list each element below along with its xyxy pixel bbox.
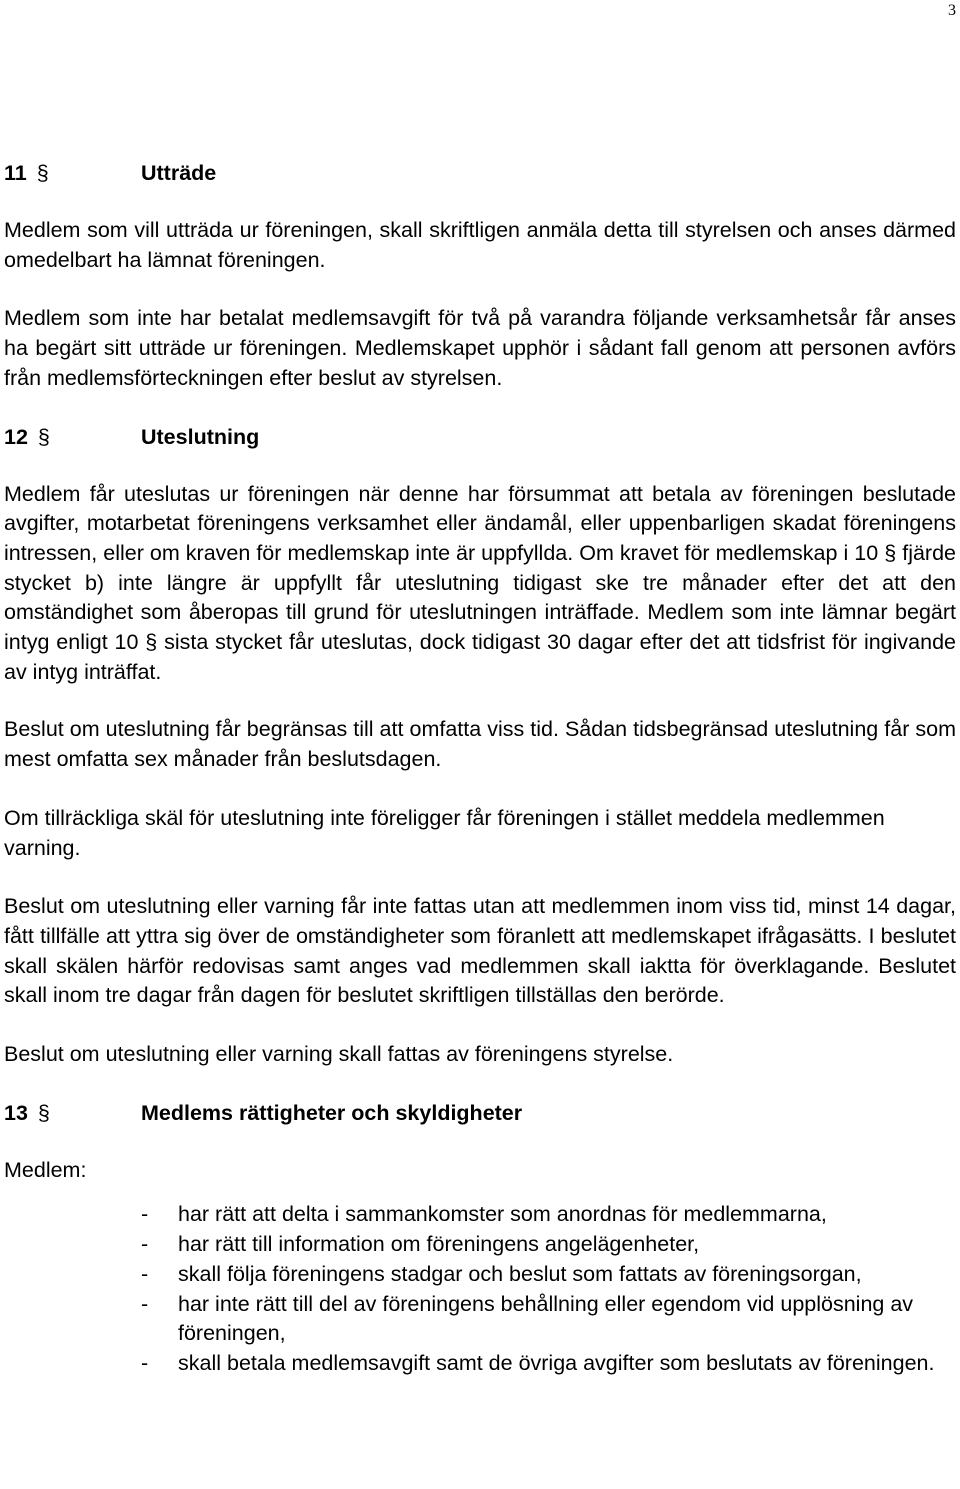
page-number: 3 bbox=[948, 2, 956, 19]
section-number: 12 bbox=[4, 424, 28, 449]
section-title: Utträde bbox=[141, 161, 217, 185]
section-number: 13 bbox=[4, 1100, 28, 1125]
list-item: - skall följa föreningens stadgar och beslut som fattats av föreningsorgan, bbox=[141, 1261, 862, 1286]
paragraph: Beslut om uteslutning eller varning skall fattas av föreningens styrelse. bbox=[4, 1042, 674, 1067]
paragraph: Om tillräckliga skäl för uteslutning inte föreligger får föreningen i stället meddela medlemmen varning. bbox=[4, 805, 885, 860]
section-title: Medlems rättigheter och skyldigheter bbox=[141, 1100, 523, 1125]
list-item: - har rätt att delta i sammankomster som anordnas för medlemmarna, bbox=[141, 1202, 827, 1227]
section-heading-12 bbox=[4, 422, 956, 452]
section-title: Uteslutning bbox=[141, 424, 260, 449]
paragraph: Beslut om uteslutning får begränsas till att omfatta viss tid. Sådan tidsbegränsad uteslutning får som mest omfatta sex månader från beslutsdagen. bbox=[4, 717, 956, 772]
paragraph: Medlem som inte har betalat medlemsavgift för två på varandra följande verksamhetsår får anses ha begärt sitt utträde ur föreningen. Medlemskapet upphör i sådant fall genom att personen avförs från medlemsförteckningen efter beslut av styrelsen. bbox=[4, 306, 956, 390]
paragraph: Medlem får uteslutas ur föreningen när denne har försummat att betala av föreningen beslutade avgifter, motarbetat föreningens verksamhet eller ändamål, eller uppenbarligen skadat föreningens intressen, eller om kraven för medlemskap inte är uppfyllda. Om kravet för medlemskap i 10 § fjärde stycket b) inte längre är uppfyllt får uteslutning tidigast ske tre månader efter det att den omständighet som åberopas till grund för uteslutningen inträffade. Medlem som inte lämnar begärt intyg enligt 10 § sista stycket får uteslutas, dock tidigast 30 dagar efter det att tidsfrist för ingivande av intyg inträffat. bbox=[4, 481, 956, 684]
paragraph: Beslut om uteslutning eller varning får inte fattas utan att medlemmen inom viss tid, minst 14 dagar, fått tillfälle att yttra sig över de omständigheter som föranlett att medlemskapet ifrågasätts. I beslutet skall skälen härför redovisas samt anges vad medlemmen skall iaktta för överklagande. Beslutet skall inom tre dagar från dagen för beslutet skriftligen tillställas den berörde. bbox=[4, 894, 956, 1008]
list-item: - skall betala medlemsavgift samt de övriga avgifter som beslutats av föreningen. bbox=[141, 1350, 935, 1375]
section-sign: § bbox=[37, 424, 50, 449]
list-item: - har inte rätt till del av föreningens behållning eller egendom vid upplösning av föreningen, bbox=[141, 1291, 914, 1346]
list-item: - har rätt till information om föreningens angelägenheter, bbox=[141, 1232, 700, 1257]
section-number: 11 bbox=[4, 161, 27, 185]
section-heading-11 bbox=[4, 158, 956, 188]
paragraph: Medlem som vill utträda ur föreningen, skall skriftligen anmäla detta till styrelsen och anses därmed omedelbart ha lämnat föreningen. bbox=[4, 218, 956, 272]
section-heading-13 bbox=[4, 1098, 956, 1128]
document-body bbox=[4, 158, 956, 1379]
section-sign: § bbox=[36, 161, 49, 185]
section-sign: § bbox=[37, 1100, 50, 1125]
list-label: Medlem: bbox=[4, 1157, 87, 1182]
duties-list bbox=[4, 1200, 956, 1378]
